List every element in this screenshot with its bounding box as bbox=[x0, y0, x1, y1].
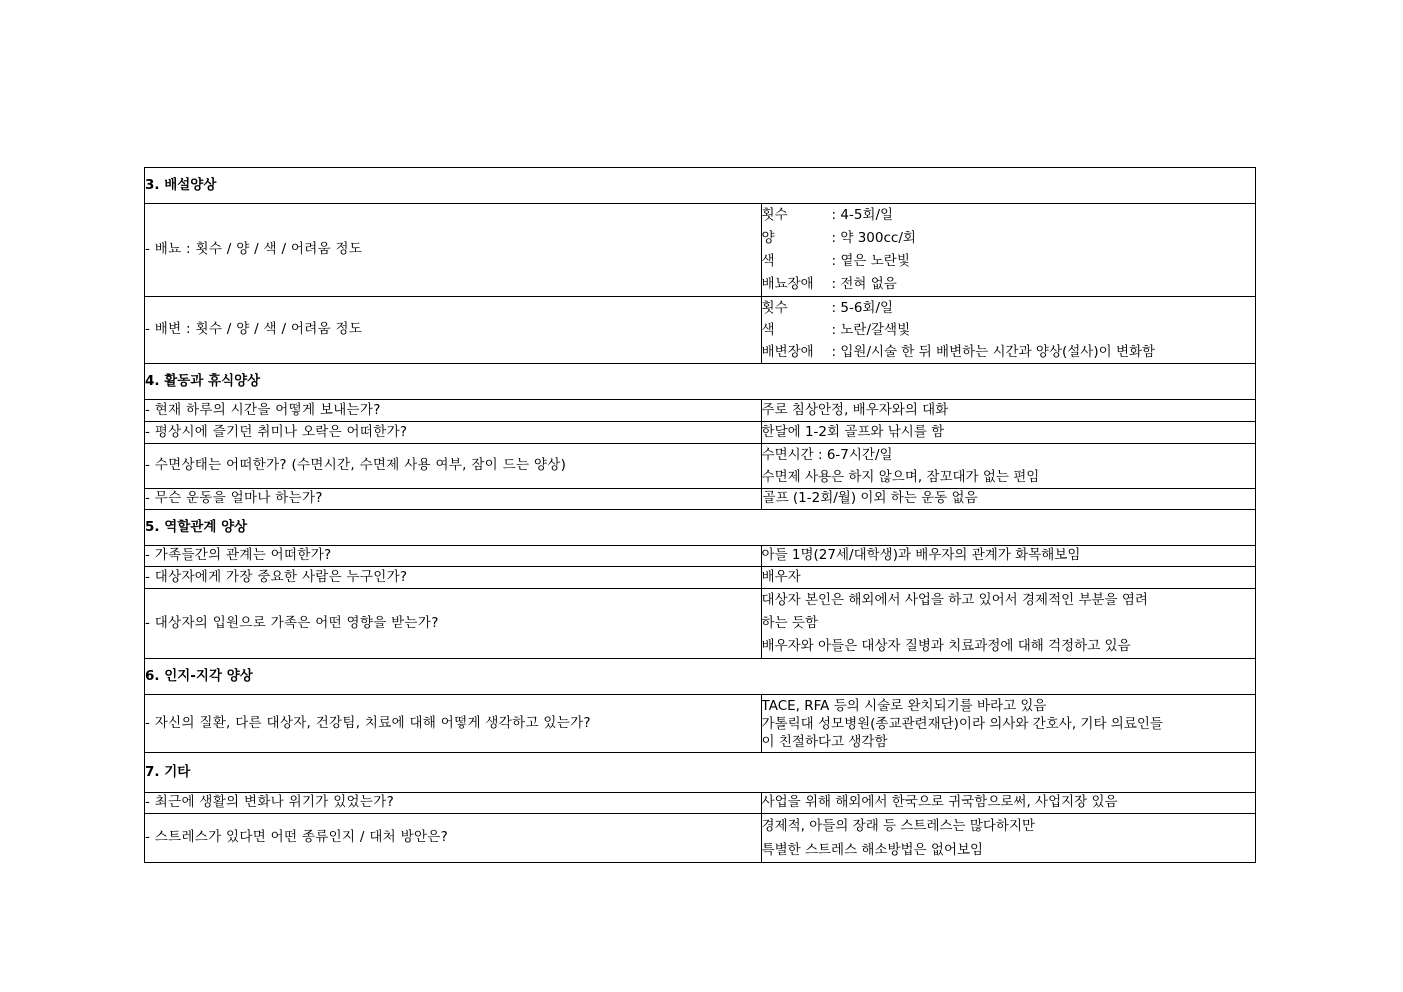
answer-cell: 주로 침상안정, 배우자와의 대화 bbox=[761, 400, 1255, 422]
question-cell: - 자신의 질환, 다른 대상자, 건강팀, 치료에 대해 어떻게 생각하고 있는가? bbox=[145, 695, 762, 753]
assessment-table bbox=[144, 167, 1256, 863]
answer-line: 배우자와 아들은 대상자 질병과 치료과정에 대해 걱정하고 있음 bbox=[761, 638, 1131, 654]
question-cell: - 스트레스가 있다면 어떤 종류인지 / 대처 방안은? bbox=[145, 814, 762, 863]
answer-cell bbox=[761, 204, 1255, 297]
table-row bbox=[145, 422, 1256, 444]
answer-line: 대상자 본인은 해외에서 사업을 하고 있어서 경제적인 부분을 염려 bbox=[761, 592, 1148, 608]
answer-cell bbox=[761, 444, 1255, 489]
answer-line: 색 : 노란/갈색빛 bbox=[761, 322, 911, 338]
question-cell: - 평상시에 즐기던 취미나 오락은 어떠한가? bbox=[145, 422, 762, 444]
question-cell: - 배변 : 횟수 / 양 / 색 / 어려움 정도 bbox=[145, 297, 762, 364]
question-cell: - 가족들간의 관계는 어떠한가? bbox=[145, 546, 762, 567]
section-title: 3. 배설양상 bbox=[145, 168, 1256, 204]
question-cell: - 현재 하루의 시간을 어떻게 보내는가? bbox=[145, 400, 762, 422]
answer-line: 하는 듯함 bbox=[761, 615, 818, 631]
answer-line: 배뇨장애 : 전혀 없음 bbox=[761, 276, 897, 292]
section-title: 5. 역할관계 양상 bbox=[145, 510, 1256, 546]
question-cell: - 최근에 생활의 변화나 위기가 있었는가? bbox=[145, 793, 762, 814]
answer-line: 경제적, 아들의 장래 등 스트레스는 많다하지만 bbox=[761, 818, 1036, 834]
table-row bbox=[145, 567, 1256, 589]
question-cell: - 대상자의 입원으로 가족은 어떤 영향을 받는가? bbox=[145, 589, 762, 659]
table-row bbox=[145, 297, 1256, 364]
answer-cell: 아들 1명(27세/대학생)과 배우자의 관계가 화목해보임 bbox=[761, 546, 1255, 567]
table-row bbox=[145, 695, 1256, 753]
answer-line: 배변장애 : 입원/시술 한 뒤 배변하는 시간과 양상(설사)이 변화함 bbox=[761, 344, 1156, 360]
answer-line: 양 : 약 300cc/회 bbox=[761, 230, 916, 246]
table-row bbox=[145, 793, 1256, 814]
table-row bbox=[145, 814, 1256, 863]
answer-cell: 한달에 1-2회 골프와 낚시를 함 bbox=[761, 422, 1255, 444]
section-title: 6. 인지-지각 양상 bbox=[145, 659, 1256, 695]
question-cell: - 무슨 운동을 얼마나 하는가? bbox=[145, 489, 762, 510]
answer-line: 특별한 스트레스 해소방법은 없어보임 bbox=[761, 842, 984, 858]
answer-cell bbox=[761, 589, 1255, 659]
answer-line: 횟수 : 5-6회/일 bbox=[761, 300, 894, 316]
table-row bbox=[145, 204, 1256, 297]
assessment-form bbox=[144, 167, 1256, 863]
table-row bbox=[145, 400, 1256, 422]
answer-cell bbox=[761, 297, 1255, 364]
section-header bbox=[145, 168, 1256, 204]
table-row bbox=[145, 546, 1256, 567]
question-cell: - 수면상태는 어떠한가? (수면시간, 수면제 사용 여부, 잠이 드는 양상) bbox=[145, 444, 762, 489]
table-row bbox=[145, 589, 1256, 659]
answer-line: 수면시간 : 6-7시간/일 bbox=[761, 447, 893, 463]
answer-line: 색 : 옅은 노란빛 bbox=[761, 253, 910, 269]
section-header bbox=[145, 510, 1256, 546]
answer-line: 수면제 사용은 하지 않으며, 잠꼬대가 없는 편임 bbox=[761, 469, 1040, 485]
section-header bbox=[145, 364, 1256, 400]
answer-line: TACE, RFA 등의 시술로 완치되기를 바라고 있음 bbox=[761, 697, 1047, 714]
answer-cell bbox=[761, 695, 1255, 753]
section-title: 4. 활동과 휴식양상 bbox=[145, 364, 1256, 400]
question-cell: - 대상자에게 가장 중요한 사람은 누구인가? bbox=[145, 567, 762, 589]
table-row bbox=[145, 489, 1256, 510]
answer-line: 가톨릭대 성모병원(종교관련재단)이라 의사와 간호사, 기타 의료인들 bbox=[761, 715, 1163, 732]
question-cell: - 배뇨 : 횟수 / 양 / 색 / 어려움 정도 bbox=[145, 204, 762, 297]
answer-cell: 사업을 위해 해외에서 한국으로 귀국함으로써, 사업지장 있음 bbox=[761, 793, 1255, 814]
answer-cell: 배우자 bbox=[761, 567, 1255, 589]
answer-line: 이 친절하다고 생각함 bbox=[761, 733, 888, 750]
section-header bbox=[145, 659, 1256, 695]
answer-cell: 골프 (1-2회/월) 이외 하는 운동 없음 bbox=[761, 489, 1255, 510]
answer-line: 횟수 : 4-5회/일 bbox=[761, 207, 894, 223]
table-row bbox=[145, 444, 1256, 489]
section-header bbox=[145, 753, 1256, 793]
answer-cell bbox=[761, 814, 1255, 863]
section-title: 7. 기타 bbox=[145, 753, 1256, 793]
